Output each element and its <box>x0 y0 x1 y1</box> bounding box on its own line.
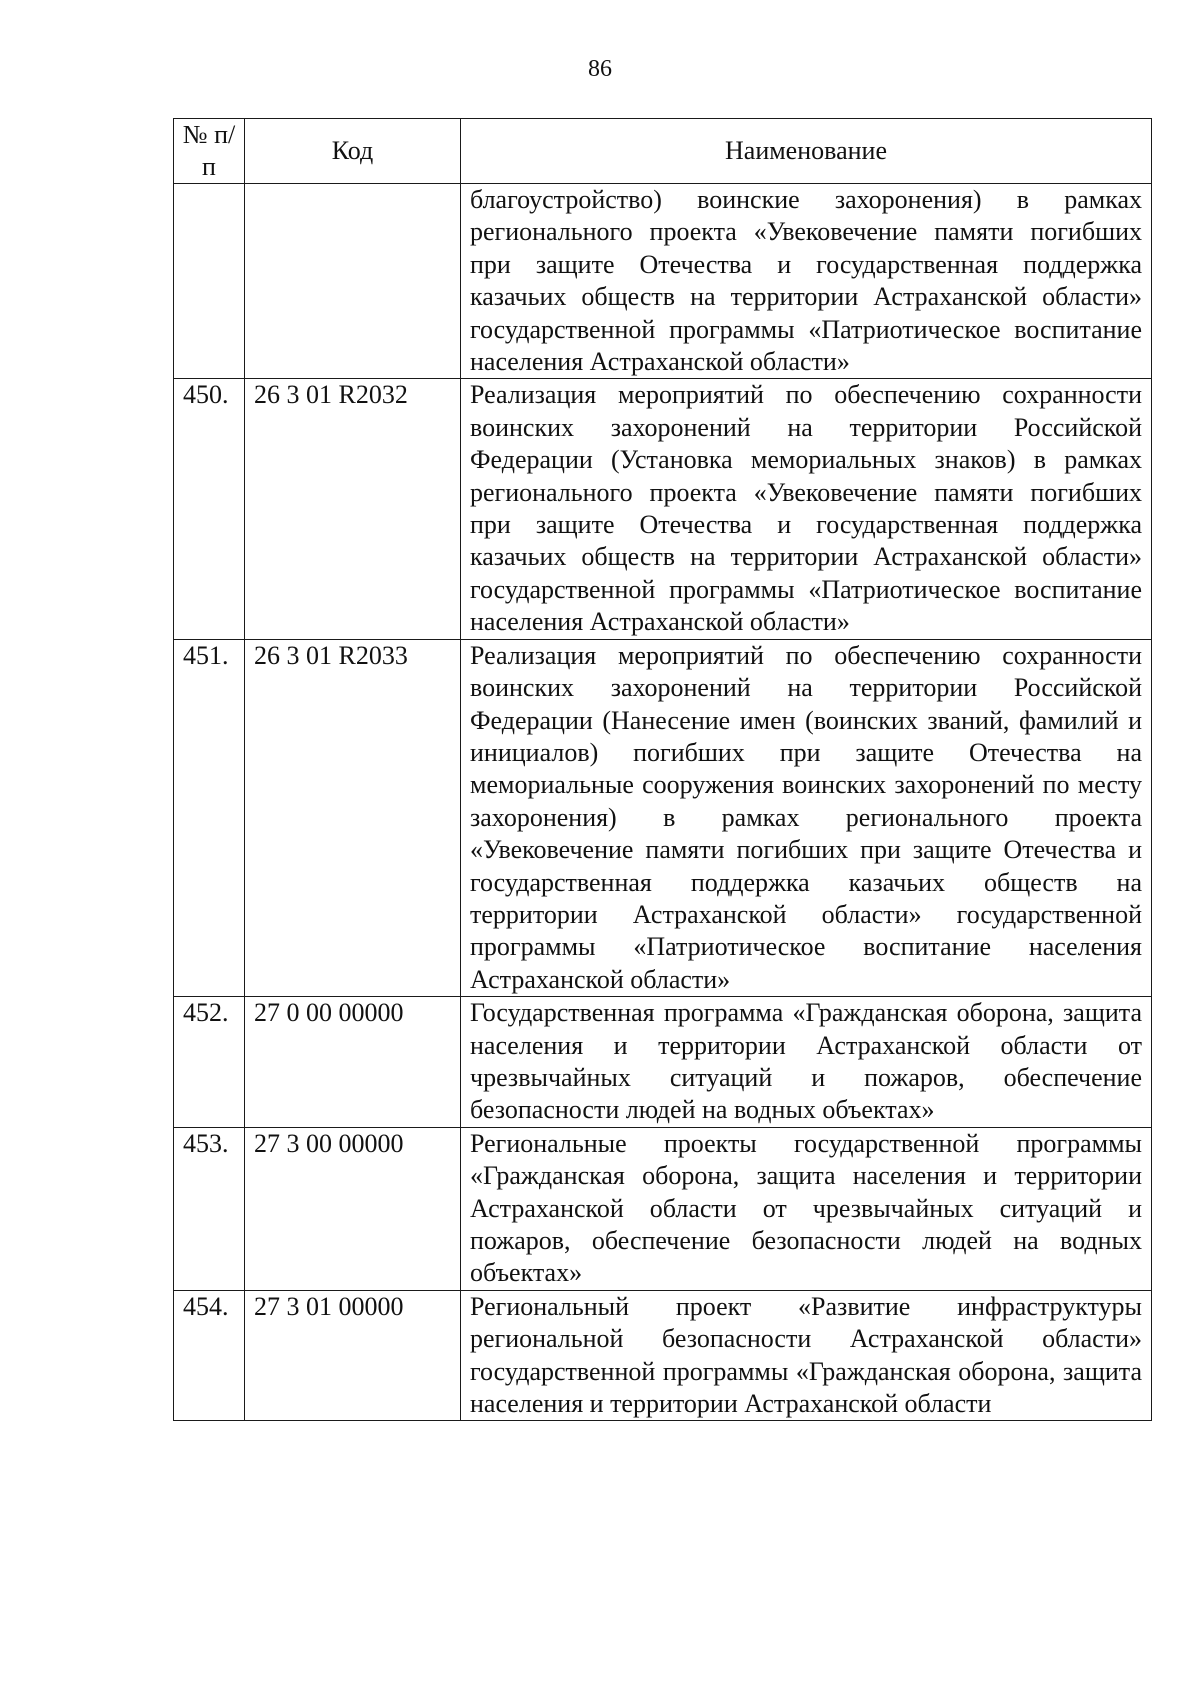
row-code: 27 3 01 00000 <box>245 1290 461 1421</box>
row-name: Реализация мероприятий по обеспечению сохранности воинских захоронений на территории Российской Федерации (Установка мемориальных знаков) в рамках регионального проекта «Увековечение памяти погибших при защите Отечества и государственная поддержка казачьих обществ на территории Астраханской области» государственной программы «Патриотическое воспитание населения Астраханской области» <box>461 379 1152 639</box>
table-row <box>174 184 1152 379</box>
row-number: 452. <box>174 997 245 1128</box>
row-name: Государственная программа «Гражданская оборона, защита населения и территории Астраханской области от чрезвычайных ситуаций и пожаров, обеспечение безопасности людей на водных объектах» <box>461 997 1152 1128</box>
row-number: 453. <box>174 1127 245 1290</box>
row-number: 454. <box>174 1290 245 1421</box>
header-code: Код <box>245 119 461 184</box>
row-code <box>245 184 461 379</box>
page-number: 86 <box>588 56 612 82</box>
row-number <box>174 184 245 379</box>
row-number: 451. <box>174 639 245 996</box>
row-name: Региональный проект «Развитие инфраструктуры региональной безопасности Астраханской области» государственной программы «Гражданская оборона, защита населения и территории Астраханской области <box>461 1290 1152 1421</box>
table-row <box>174 1127 1152 1290</box>
row-number: 450. <box>174 379 245 639</box>
table-row <box>174 997 1152 1128</box>
row-code: 27 0 00 00000 <box>245 997 461 1128</box>
row-name: Реализация мероприятий по обеспечению сохранности воинских захоронений на территории Российской Федерации (Нанесение имен (воинских званий, фамилий и инициалов) погибших при защите Отечества на мемориальные сооружения воинских захоронений по месту захоронения) в рамках регионального проекта «Увековечение памяти погибших при защите Отечества и государственная поддержка казачьих обществ на территории Астраханской области» государственной программы «Патриотическое воспитание населения Астраханской области» <box>461 639 1152 996</box>
row-name: Региональные проекты государственной программы «Гражданская оборона, защита населения и территории Астраханской области от чрезвычайных ситуаций и пожаров, обеспечение безопасности людей на водных объектах» <box>461 1127 1152 1290</box>
header-row-number: № п/п <box>174 119 245 184</box>
table-header-row <box>174 119 1152 184</box>
row-code: 26 3 01 R2032 <box>245 379 461 639</box>
row-code: 26 3 01 R2033 <box>245 639 461 996</box>
header-name: Наименование <box>461 119 1152 184</box>
table-row <box>174 1290 1152 1421</box>
table-row <box>174 639 1152 996</box>
row-name: благоустройство) воинские захоронения) в рамках регионального проекта «Увековечение памяти погибших при защите Отечества и государственная поддержка казачьих обществ на территории Астраханской области» государственной программы «Патриотическое воспитание населения Астраханской области» <box>461 184 1152 379</box>
table-row <box>174 379 1152 639</box>
row-code: 27 3 00 00000 <box>245 1127 461 1290</box>
budget-classification-table <box>173 118 1152 1421</box>
